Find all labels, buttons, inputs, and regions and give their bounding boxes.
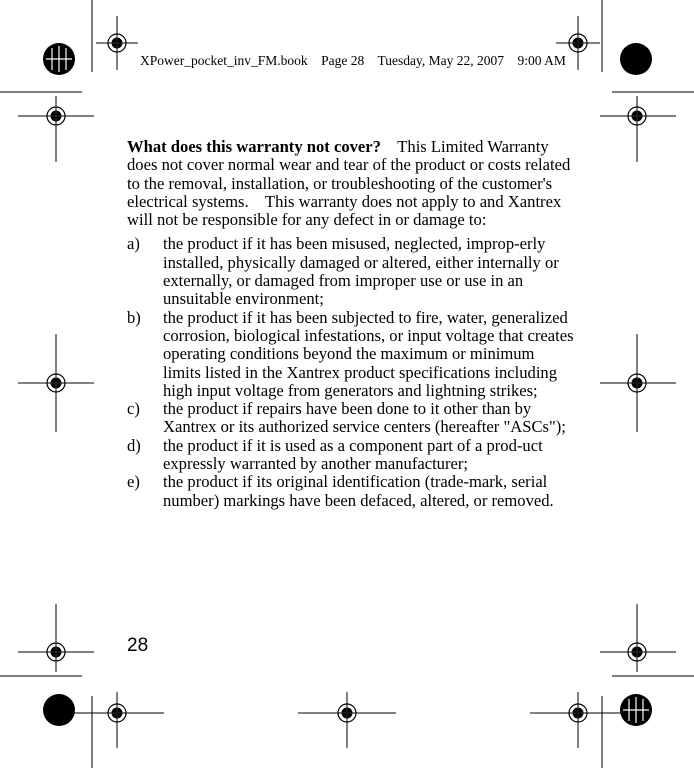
item-text: the product if it is used as a component part of a prod-uct expressly warranted by another manufacturer; bbox=[163, 435, 543, 474]
warranty-exclusions bbox=[127, 137, 585, 510]
intro-text: This Limited Warranty does not cover normal wear and tear of the product or costs related to the removal, installation, or troubleshooting of the customer's electrical systems. This warranty does not apply to and Xantrex will not be responsible for any defect in or damage to: bbox=[127, 137, 575, 230]
section-question: What does this warranty not cover? bbox=[127, 137, 381, 156]
page-number: 28 bbox=[127, 635, 149, 656]
list-item bbox=[127, 473, 575, 510]
item-label: b) bbox=[127, 307, 141, 327]
item-label: e) bbox=[127, 472, 140, 492]
item-label: d) bbox=[127, 435, 141, 455]
list-item bbox=[127, 235, 575, 308]
list-item bbox=[127, 400, 575, 437]
book-header: XPower_pocket_inv_FM.book Page 28 Tuesday, May 22, 2007 9:00 AM bbox=[140, 53, 566, 68]
item-label: a) bbox=[127, 234, 140, 254]
exclusion-list bbox=[127, 234, 585, 510]
item-text: the product if its original identification (trade-mark, serial number) markings have been defaced, altered, or removed. bbox=[163, 472, 554, 510]
list-item bbox=[127, 307, 585, 400]
item-label: c) bbox=[127, 399, 140, 419]
list-item bbox=[127, 437, 575, 474]
item-text: the product if it has been misused, neglected, improp-erly installed, physically damaged or altered, either internally or externally, or damaged from improper use or use in an unsuitable environment; bbox=[163, 234, 559, 309]
intro-paragraph bbox=[127, 138, 575, 229]
item-text: the product if repairs have been done to it other than by Xantrex or its authorized service centers (hereafter "ASCs"); bbox=[163, 399, 566, 437]
item-text: the product if it has been subjected to fire, water, generalized corrosion, biological infestations, or input voltage that creates operating conditions beyond the maximum or minimum limits listed in the Xantrex product specifications including high input voltage from generators and lightning strikes; bbox=[163, 307, 585, 400]
